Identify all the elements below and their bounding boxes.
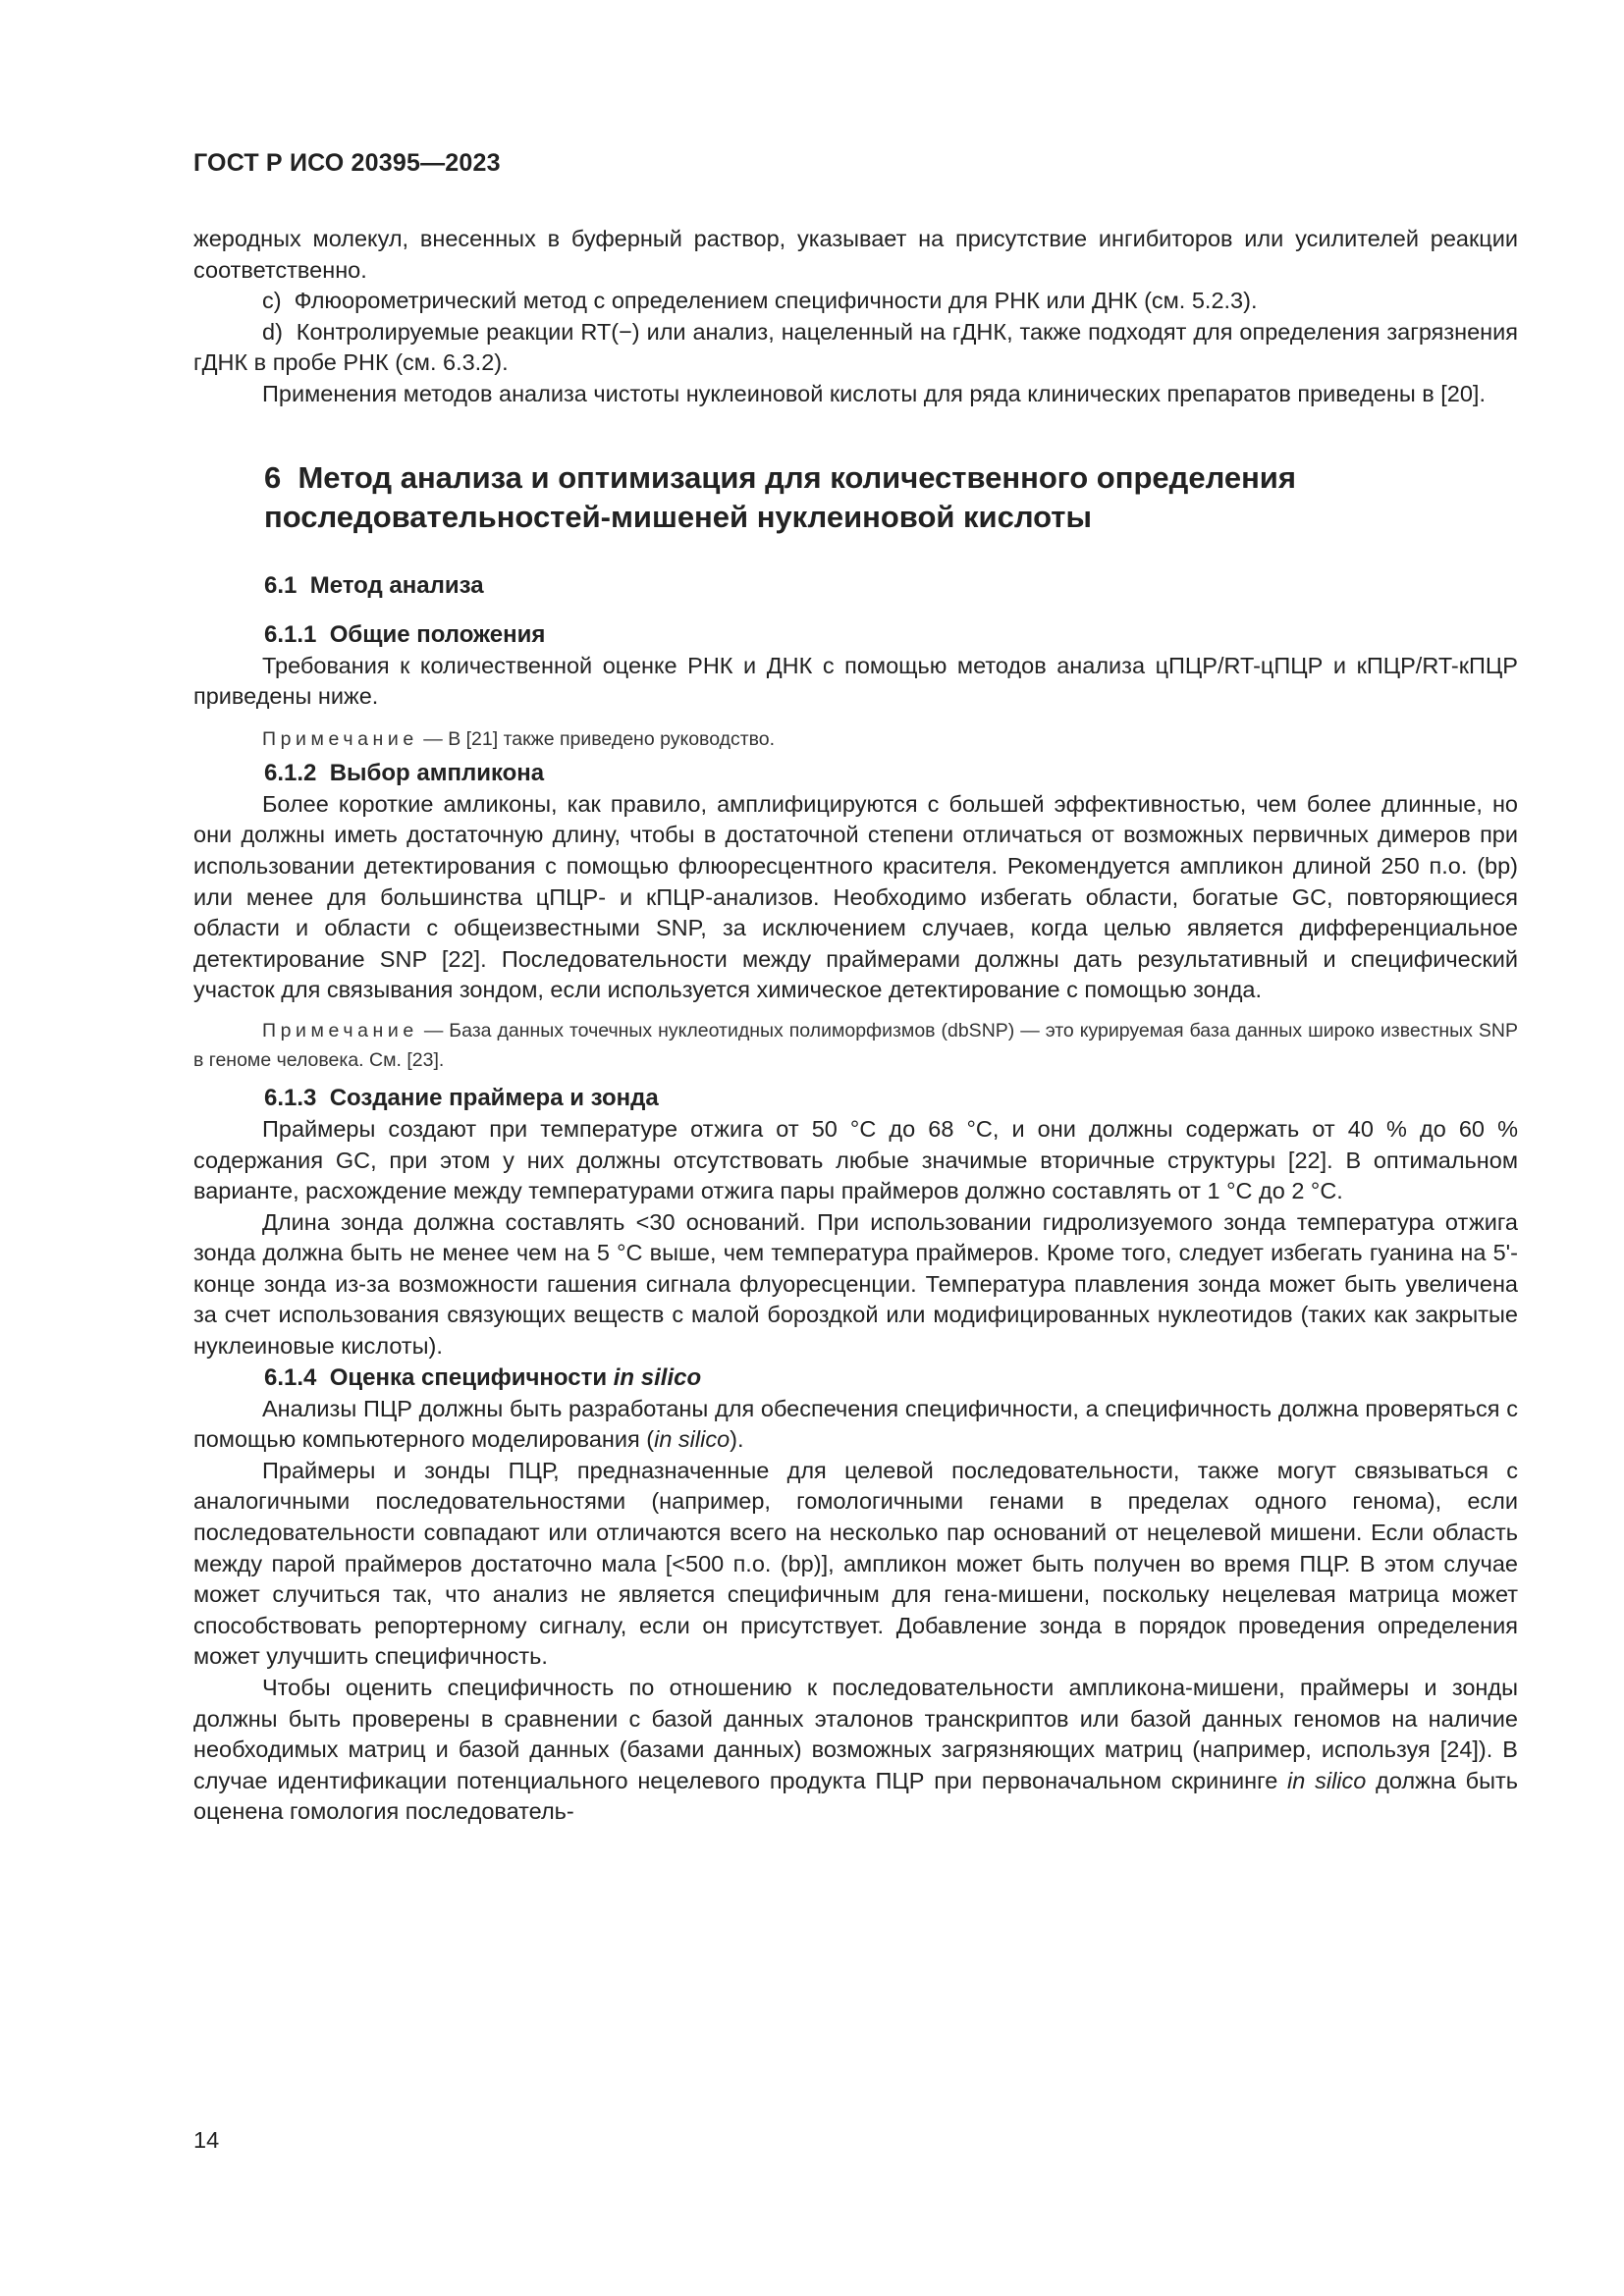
text-run: Анализы ПЦР должны быть разработаны для обеспечения специфичности, а специфичность должна проверяться с помощью компьютерного моделирования ( (193, 1395, 1518, 1453)
section-6-1-4-heading (264, 1362, 1518, 1394)
section-6-1-2-text: Более короткие амликоны, как правило, амплифицируются с большей эффективностью, чем более длинные, но они должны иметь достаточную длину, чтобы в достаточной степени отличаться от возможных первичных димеров при использовании детектирования с помощью флюоресцентного красителя. Рекомендуется ампликон длиной 250 п.о. (bp) или менее для большинства цПЦР- и кПЦР-анализов. Необходимо избегать области, богатые GC, повторяющиеся области и области с общеизвестными SNP, за исключением случаев, когда целью является дифференциальное детектирование SNP [22]. Последовательности между праймерами должны дать результативный и специфический участок для связывания зондом, если используется химическое детектирование с помощью зонда. (193, 790, 1518, 1003)
section-6-1-2-heading: 6.1.2 Выбор ампликона (264, 759, 545, 786)
text-run-italic: in silico (654, 1426, 731, 1453)
document-header: ГОСТ Р ИСО 20395—2023 (193, 149, 501, 177)
list-item-d: d) Контролируемые реакции RT(−) или анализ, нацеленный на гДНК, также подходят для определения загрязнения гДНК в пробе РНК (см. 6.3.2). (193, 318, 1518, 376)
note-text: — В [21] также приведено руководство. (417, 727, 776, 750)
section-6-1-3-text-1: Праймеры создают при температуре отжига от 50 °С до 68 °С, и они должны содержать от 40 % до 60 % содержания GC, при этом у них должны отсутствовать любые значимые вторичные структуры [22]. В оптимальном варианте, расхождение между температурами отжига пары праймеров должно составлять от 1 °С до 2 °С. (193, 1115, 1518, 1204)
section-6-heading-line2: последовательностей-мишеней нуклеиновой кислоты (264, 499, 1092, 534)
note-6-1-2 (193, 1016, 1518, 1075)
note-label: Примечание (262, 1019, 418, 1041)
note-label: Примечание (262, 727, 418, 750)
text-run: ). (730, 1426, 744, 1453)
section-6-heading-line1: 6 Метод анализа и оптимизация для количественного определения (264, 459, 1296, 495)
section-6-1-4-heading-text: 6.1.4 Оценка специфичности (264, 1363, 614, 1391)
text-run-italic: in silico (1287, 1767, 1367, 1793)
section-6-1-4-text-2: Праймеры и зонды ПЦР, предназначенные для целевой последовательности, также могут связываться с аналогичными последовательностями (например, гомологичными генами в пределах одного генома), если последовательности совпадают или отличаются всего на несколько пар оснований от нецелевой мишени. Если область между парой праймеров достаточно мала [<500 п.о. (bp)], ампликон может быть получен во время ПЦР. В этом случае может случиться так, что анализ не является специфичным для гена-мишени, поскольку нецелевая матрица может способствовать репортерному сигналу, если он присутствует. Добавление зонда в порядок проведения определения может улучшить специфичность. (193, 1457, 1518, 1670)
page-content (193, 224, 1518, 1828)
text-run: должна быть оценена гомология последователь- (193, 1767, 1518, 1825)
section-6-1-1-heading: 6.1.1 Общие положения (264, 620, 546, 648)
section-6-1-4-text-1 (193, 1394, 1518, 1456)
section-6-1-1-text: Требования к количественной оценке РНК и ДНК с помощью методов анализа цПЦР/RT-цПЦР и кПЦР/RT-кПЦР приведены ниже. (193, 652, 1518, 710)
paragraph-applications: Применения методов анализа чистоты нуклеиновой кислоты для ряда клинических препаратов приведены в [20]. (262, 380, 1486, 406)
section-6-heading (264, 458, 1518, 537)
section-6-1-heading: 6.1 Метод анализа (264, 571, 484, 599)
list-item-c: c) Флюорометрический метод с определением специфичности для РНК или ДНК (см. 5.2.3). (262, 288, 1258, 314)
text-run: Чтобы оценить специфичность по отношению к последовательности ампликона-мишени, праймеры и зонды должны быть проверены в сравнении с базой данных эталонов транскриптов или базой данных геномов на наличие необходимых матриц и базой данных (базами данных) возможных загрязняющих матриц (например, используя [24]). В случае идентификации потенциального нецелевого продукта ПЦР при первоначальном скрининге (193, 1675, 1518, 1793)
section-6-1-3-heading: 6.1.3 Создание праймера и зонда (264, 1084, 659, 1111)
note-6-1-1 (193, 724, 1518, 754)
section-6-1-4-heading-italic: in silico (613, 1363, 702, 1391)
note-text: — База данных точечных нуклеотидных полиморфизмов (dbSNP) — это курируемая база данных широко известных SNP в геноме человека. См. [23]. (193, 1019, 1518, 1071)
page-number: 14 (193, 2127, 220, 2153)
paragraph-continuation: жеродных молекул, внесенных в буферный раствор, указывает на присутствие ингибиторов или усилителей реакции соответственно. (193, 226, 1518, 283)
section-6-1-4-text-3 (193, 1673, 1518, 1828)
section-6-1-3-text-2: Длина зонда должна составлять <30 оснований. При использовании гидролизуемого зонда температура отжига зонда должна быть не менее чем на 5 °С выше, чем температура праймеров. Кроме того, следует избегать гуанина на 5'-конце зонда из-за возможности гашения сигнала флуоресценции. Температура плавления зонда может быть увеличена за счет использования связующих веществ с малой бороздкой или модифицированных нуклеотидов (таких как закрытые нуклеиновые кислоты). (193, 1208, 1518, 1360)
